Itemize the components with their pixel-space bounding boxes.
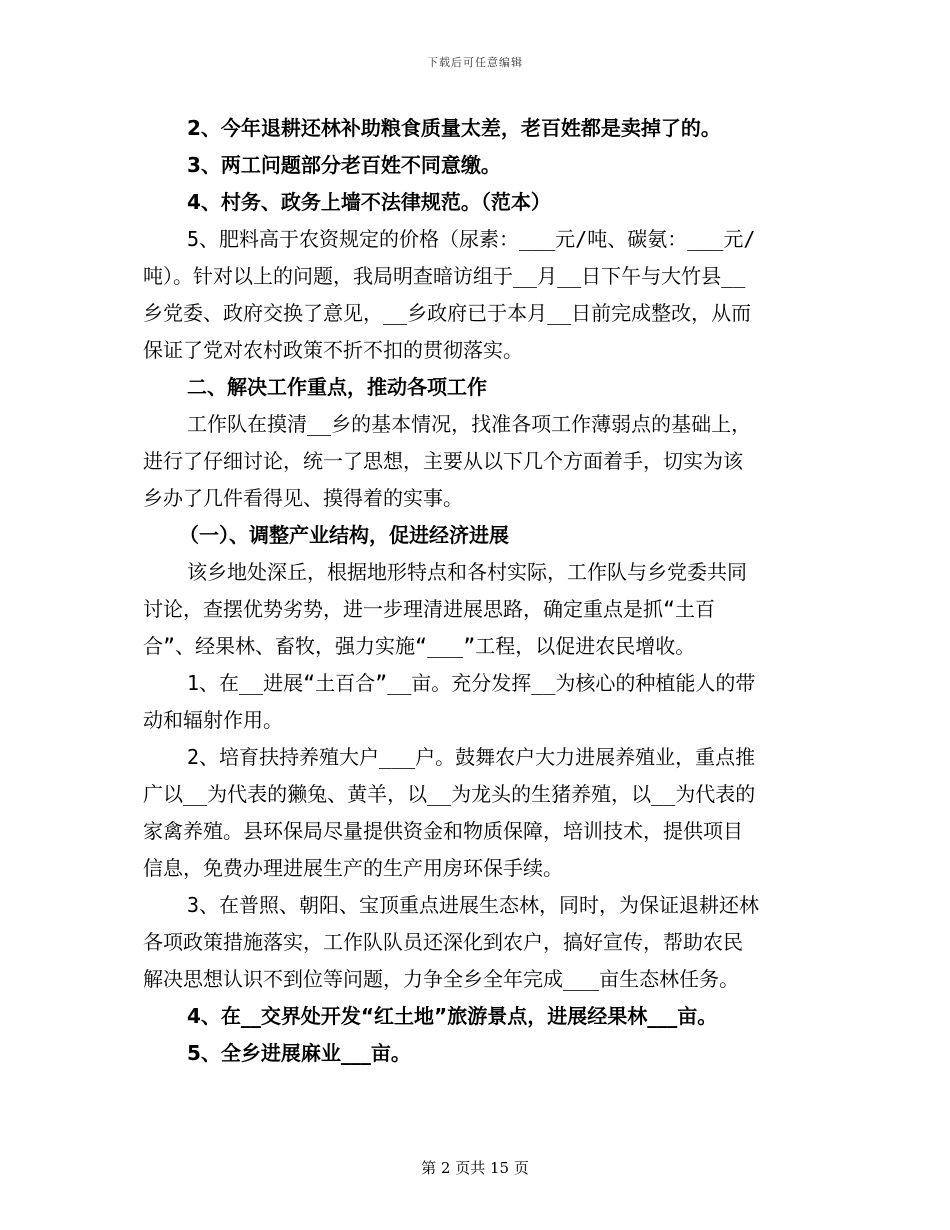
page-header: 下载后可任意编辑 bbox=[427, 56, 523, 69]
document-body bbox=[143, 110, 813, 1072]
paragraph-line: 保证了党对农村政策不折不扣的贯彻落实。 bbox=[143, 338, 523, 362]
paragraph-line: 4、在__交界处开发“红土地”旅游景点，进展经果林___亩。 bbox=[187, 1004, 718, 1028]
paragraph-line: 3、两工问题部分老百姓不同意缴。 bbox=[187, 153, 501, 177]
paragraph-line: 5、全乡进展麻业___亩。 bbox=[187, 1041, 411, 1065]
paragraph-line: 2、培育扶持养殖大户___户。鼓舞农户大力进展养殖业，重点推 bbox=[187, 745, 756, 769]
paragraph-line: 2、今年退耕还林补助粮食质量太差，老百姓都是卖掉了的。 bbox=[187, 116, 721, 140]
paragraph-line: 家禽养殖。县环保局尽量提供资金和物质保障，培训技术，提供项目 bbox=[143, 819, 743, 843]
section-heading: 二、解决工作重点，推动各项工作 bbox=[187, 375, 487, 399]
paragraph-line: 广以__为代表的獭兔、黄羊，以__为龙头的生猪养殖，以__为代表的 bbox=[143, 782, 756, 806]
paragraph-line: 乡党委、政府交换了意见，__乡政府已于本月__日前完成整改，从而 bbox=[143, 301, 752, 325]
paragraph-line: 动和辐射作用。 bbox=[143, 708, 283, 732]
paragraph-line: 解决思想认识不到位等问题，力争全乡全年完成___亩生态林任务。 bbox=[143, 967, 740, 991]
paragraph-line: 各项政策措施落实，工作队队员还深化到农户，搞好宣传，帮助农民 bbox=[143, 930, 743, 954]
paragraph-line: 该乡地处深丘，根据地形特点和各村实际，工作队与乡党委共同 bbox=[187, 560, 747, 584]
paragraph-line: 吨）。针对以上的问题，我局明查暗访组于__月__日下午与大竹县__ bbox=[143, 264, 746, 288]
paragraph-line: 工作队在摸清__乡的基本情况，找准各项工作薄弱点的基础上， bbox=[187, 412, 752, 436]
paragraph-line: 3、在普照、朝阳、宝顶重点进展生态林，同时，为保证退耕还林 bbox=[187, 893, 760, 917]
page-footer: 第 2 页共 15 页 bbox=[421, 1159, 529, 1177]
paragraph-line: 1、在__进展“土百合”__亩。充分发挥__为核心的种植能人的带 bbox=[187, 671, 756, 695]
subsection-heading: （一）、调整产业结构，促进经济进展 bbox=[179, 523, 509, 547]
paragraph-line: 信息，免费办理进展生产的生产用房环保手续。 bbox=[143, 856, 563, 880]
paragraph-line: 乡办了几件看得见、摸得着的实事。 bbox=[143, 486, 463, 510]
paragraph-line: 5、肥料高于农资规定的价格（尿素：___元/吨、碳氨：___元/ bbox=[187, 227, 756, 251]
paragraph-line: 讨论，查摆优势劣势，进一步理清进展思路，确定重点是抓“土百 bbox=[143, 597, 716, 621]
paragraph-line: 合”、经果林、畜牧，强力实施“___”工程，以促进农民增收。 bbox=[143, 634, 696, 658]
paragraph-line: 4、村务、政务上墙不法律规范。（范本） bbox=[187, 190, 551, 214]
paragraph-line: 进行了仔细讨论，统一了思想，主要从以下几个方面着手，切实为该 bbox=[143, 449, 743, 473]
